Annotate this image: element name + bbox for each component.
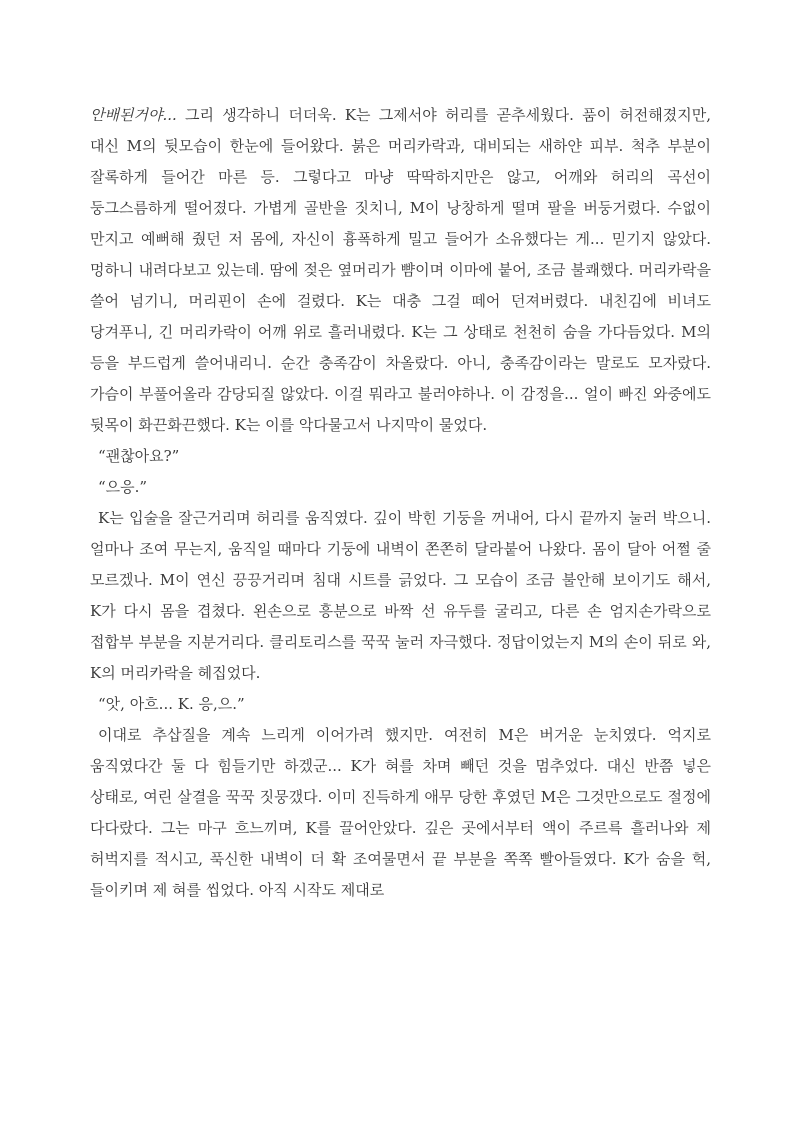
paragraph <box>90 100 711 441</box>
italic-lead-text: 안배된거야... <box>90 106 177 124</box>
dialogue-line: “앗, 아흐... K. 응,으.” <box>98 695 245 713</box>
paragraph: 이대로 추삽질을 계속 느리게 이어가려 했지만. 여전히 M은 버거운 눈치였다. 억지로 움직였다간 둘 다 힘들기만 하겠군... K가 혀를 차며 빼던 것을 멈추었다. 대신 반쯤 넣은 상태로, 여린 살결을 꾹꾹 짓뭉갰다. 이미 진득하게 애무 당한 후였던 M은 그것만으로도 절정에 다다랐다. 그는 마구 흐느끼며, K를 끌어안았다. 깊은 곳에서부터 액이 주르륵 흘러나와 제 허벅지를 적시고, 푹신한 내벽이 더 확 조여물면서 끝 부분을 쪽쪽 빨아들였다. K가 숨을 헉, 들이키며 제 혀를 씹었다. 아직 시작도 제대로 <box>90 726 711 899</box>
dialogue-line: “으응.” <box>98 478 148 496</box>
text-body <box>90 100 711 906</box>
dialogue-line: “괜찮아요?” <box>98 447 180 465</box>
paragraph-text: 그리 생각하니 더더욱. K는 그제서야 허리를 곧추세웠다. 품이 허전해졌지만, 대신 M의 뒷모습이 한눈에 들어왔다. 붉은 머리카락과, 대비되는 새하얀 피부. 척추 부분이 잘록하게 들어간 마른 등. 그렇다고 마냥 딱딱하지만은 않고, 어깨와 허리의 곡선이 둥그스름하게 떨어졌다. 가볍게 골반을 짓치니, M이 낭창하게 떨며 팔을 버둥거렸다. 수없이 만지고 예뻐해 줬던 저 몸에, 자신이 흉폭하게 밀고 들어가 소유했다는 게... 믿기지 않았다. 멍하니 내려다보고 있는데. 땀에 젖은 옆머리가 뺨이며 이마에 붙어, 조금 불쾌했다. 머리카락을 쓸어 넘기니, 머리핀이 손에 걸렸다. K는 대충 그걸 떼어 던져버렸다. 내친김에 비녀도 당겨푸니, 긴 머리카락이 어깨 위로 흘러내렸다. K는 그 상태로 천천히 숨을 가다듬었다. M의 등을 부드럽게 쓸어내리니. 순간 충족감이 차올랐다. 아니, 충족감이라는 말로도 모자랐다. 가슴이 부풀어올라 감당되질 않았다. 이걸 뭐라고 불러야하나. 이 감정을... 얼이 빠진 와중에도 뒷목이 화끈화끈했다. K는 이를 악다물고서 나지막이 물었다. <box>90 106 711 434</box>
paragraph: K는 입술을 잘근거리며 허리를 움직였다. 깊이 박힌 기둥을 꺼내어, 다시 끝까지 눌러 박으니. 얼마나 조여 무는지, 움직일 때마다 기둥에 내벽이 쫀쫀히 달라붙어 나왔다. 몸이 달아 어쩔 줄 모르겠나. M이 연신 끙끙거리며 침대 시트를 긁었다. 그 모습이 조금 불안해 보이기도 해서, K가 다시 몸을 겹쳤다. 왼손으로 흥분으로 바짝 선 유두를 굴리고, 다른 손 엄지손가락으로 접합부 부분을 지분거리다. 클리토리스를 꾹꾹 눌러 자극했다. 정답이었는지 M의 손이 뒤로 와, K의 머리카락을 헤집었다. <box>90 509 711 682</box>
